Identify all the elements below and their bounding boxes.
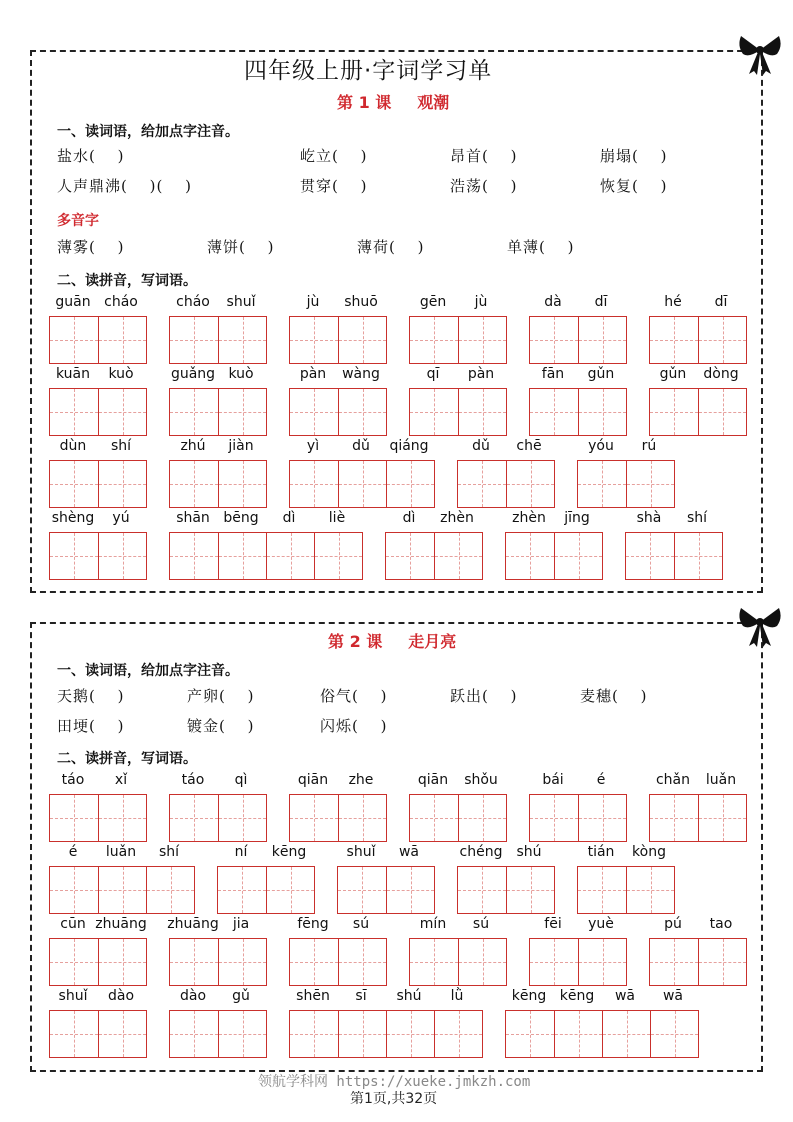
word-item: 浩荡( ) (450, 177, 518, 195)
writing-cell[interactable] (50, 939, 98, 985)
pinyin-syllable: shí (158, 844, 180, 860)
writing-grid[interactable] (169, 794, 267, 842)
writing-grid[interactable] (289, 794, 387, 842)
pinyin-syllable: dǔ (352, 438, 370, 454)
writing-cell[interactable] (338, 461, 386, 507)
word-item: 天鹅( ) (57, 687, 125, 705)
pinyin-syllable: fēi (544, 916, 562, 932)
writing-cell[interactable] (146, 867, 194, 913)
writing-grid[interactable] (49, 532, 147, 580)
writing-grid[interactable] (577, 460, 675, 508)
writing-cell[interactable] (50, 795, 98, 841)
writing-cell[interactable] (218, 867, 266, 913)
writing-cell[interactable] (98, 461, 146, 507)
word-item: 田埂( ) (57, 717, 125, 735)
writing-grid[interactable] (289, 316, 387, 364)
writing-cell[interactable] (602, 1011, 650, 1057)
section-heading: 二、读拼音，写词语。 (57, 273, 197, 289)
pinyin-syllable: shǒu (464, 772, 498, 788)
word-item: 薄雾( ) (57, 238, 125, 256)
pinyin-syllable: kuò (108, 366, 134, 382)
watermark: 领航学科网 https://xueke.jmkzh.com (258, 1074, 531, 1090)
section-heading: 二、读拼音，写词语。 (57, 751, 197, 767)
writing-cell[interactable] (218, 533, 266, 579)
writing-grid[interactable] (529, 388, 627, 436)
writing-grid[interactable] (457, 866, 555, 914)
pinyin-syllable: wā (398, 844, 420, 860)
writing-grid[interactable] (457, 460, 555, 508)
writing-cell[interactable] (698, 795, 746, 841)
pinyin-syllable: dì (402, 510, 416, 526)
pinyin-syllable: hé (664, 294, 682, 310)
writing-grid[interactable] (49, 388, 147, 436)
writing-grid[interactable] (529, 938, 627, 986)
writing-cell[interactable] (650, 795, 698, 841)
writing-cell[interactable] (506, 867, 554, 913)
word-item: 盐水( ) (57, 147, 125, 165)
writing-grid[interactable] (49, 866, 195, 914)
pinyin-syllable: shú (396, 988, 422, 1004)
writing-cell[interactable] (98, 317, 146, 363)
writing-cell[interactable] (266, 533, 314, 579)
writing-cell[interactable] (458, 795, 506, 841)
writing-cell[interactable] (578, 389, 626, 435)
pinyin-syllable: yú (112, 510, 130, 526)
writing-cell[interactable] (98, 389, 146, 435)
writing-grid[interactable] (385, 532, 483, 580)
writing-cell[interactable] (386, 461, 434, 507)
writing-cell[interactable] (290, 317, 338, 363)
pinyin-syllable: kuān (55, 366, 90, 382)
lesson-number: 第 1 课 (337, 93, 392, 112)
writing-cell[interactable] (290, 461, 338, 507)
pinyin-syllable: wàng (342, 366, 380, 382)
pinyin-syllable: chǎn (655, 772, 691, 788)
writing-cell[interactable] (218, 389, 266, 435)
pinyin-syllable: pú (664, 916, 682, 932)
writing-grid[interactable] (169, 532, 363, 580)
pinyin-syllable: yóu (588, 438, 614, 454)
writing-cell[interactable] (698, 317, 746, 363)
writing-cell[interactable] (434, 533, 482, 579)
pinyin-syllable: dào (179, 988, 207, 1004)
pinyin-syllable: qiān (417, 772, 449, 788)
writing-grid[interactable] (49, 938, 147, 986)
writing-cell[interactable] (650, 1011, 698, 1057)
writing-cell[interactable] (410, 317, 458, 363)
pinyin-syllable: cháo (104, 294, 138, 310)
pinyin-syllable: shí (686, 510, 708, 526)
pinyin-syllable: shēn (296, 988, 330, 1004)
pinyin-syllable: shuǐ (226, 294, 256, 310)
pinyin-syllable: sī (355, 988, 367, 1004)
writing-cell[interactable] (386, 533, 434, 579)
pinyin-syllable: fān (541, 366, 565, 382)
writing-grid[interactable] (649, 388, 747, 436)
writing-cell[interactable] (554, 1011, 602, 1057)
writing-cell[interactable] (338, 389, 386, 435)
writing-cell[interactable] (578, 939, 626, 985)
writing-grid[interactable] (529, 316, 627, 364)
writing-grid[interactable] (49, 460, 147, 508)
word-item: 恢复( ) (600, 177, 668, 195)
writing-cell[interactable] (698, 389, 746, 435)
writing-grid[interactable] (409, 794, 507, 842)
writing-cell[interactable] (290, 389, 338, 435)
word-item: 昂首( ) (450, 147, 518, 165)
writing-cell[interactable] (458, 867, 506, 913)
writing-cell[interactable] (338, 317, 386, 363)
writing-grid[interactable] (169, 460, 267, 508)
pinyin-syllable: qī (426, 366, 440, 382)
pinyin-syllable: shà (636, 510, 662, 526)
writing-cell[interactable] (50, 533, 98, 579)
word-item: 麦穗( ) (580, 687, 648, 705)
writing-cell[interactable] (50, 389, 98, 435)
pinyin-syllable: wā (614, 988, 636, 1004)
pinyin-syllable: jù (306, 294, 320, 310)
writing-cell[interactable] (578, 461, 626, 507)
pinyin-syllable: shuō (344, 294, 378, 310)
writing-cell[interactable] (50, 317, 98, 363)
pinyin-syllable: é (68, 844, 78, 860)
writing-grid[interactable] (409, 938, 507, 986)
writing-grid[interactable] (169, 1010, 267, 1058)
pinyin-syllable: dǔ (472, 438, 490, 454)
writing-grid[interactable] (217, 866, 315, 914)
writing-cell[interactable] (218, 1011, 266, 1057)
writing-cell[interactable] (98, 1011, 146, 1057)
pinyin-syllable: kēng (271, 844, 307, 860)
writing-cell[interactable] (506, 533, 554, 579)
pinyin-syllable: zhèn (512, 510, 546, 526)
pinyin-syllable: lǜ (450, 988, 464, 1004)
writing-grid[interactable] (625, 532, 723, 580)
pinyin-syllable: kēng (559, 988, 595, 1004)
pinyin-syllable: zhú (180, 438, 206, 454)
writing-cell[interactable] (290, 1011, 338, 1057)
writing-cell[interactable] (98, 795, 146, 841)
writing-cell[interactable] (530, 795, 578, 841)
word-item: 俗气( ) (320, 687, 388, 705)
pinyin-syllable: é (596, 772, 606, 788)
pinyin-syllable: xǐ (114, 772, 128, 788)
writing-cell[interactable] (650, 317, 698, 363)
writing-cell[interactable] (530, 317, 578, 363)
writing-cell[interactable] (578, 867, 626, 913)
pinyin-syllable: dà (544, 294, 562, 310)
writing-cell[interactable] (458, 939, 506, 985)
writing-cell[interactable] (410, 795, 458, 841)
pinyin-syllable: kēng (511, 988, 547, 1004)
pinyin-syllable: zhèn (440, 510, 474, 526)
writing-cell[interactable] (266, 867, 314, 913)
writing-grid[interactable] (529, 794, 627, 842)
writing-cell[interactable] (290, 795, 338, 841)
pinyin-syllable: dào (107, 988, 135, 1004)
writing-cell[interactable] (170, 1011, 218, 1057)
pinyin-syllable: shuǐ (58, 988, 88, 1004)
pinyin-syllable: chéng (459, 844, 503, 860)
pinyin-syllable: fēng (297, 916, 329, 932)
writing-grid[interactable] (289, 1010, 483, 1058)
pinyin-syllable: shān (176, 510, 210, 526)
writing-cell[interactable] (50, 867, 98, 913)
pinyin-syllable: shú (516, 844, 542, 860)
writing-grid[interactable] (649, 794, 747, 842)
lesson-2-heading (328, 629, 456, 652)
pinyin-syllable: qì (234, 772, 248, 788)
writing-cell[interactable] (578, 317, 626, 363)
word-item: 镀金( ) (187, 717, 255, 735)
pinyin-syllable: rú (641, 438, 657, 454)
lesson-name: 走月亮 (408, 632, 457, 651)
writing-cell[interactable] (170, 939, 218, 985)
writing-cell[interactable] (218, 317, 266, 363)
writing-cell[interactable] (506, 461, 554, 507)
writing-cell[interactable] (338, 1011, 386, 1057)
lesson-1-heading (337, 90, 449, 113)
pinyin-syllable: shuǐ (346, 844, 376, 860)
writing-cell[interactable] (170, 461, 218, 507)
bow-icon (737, 604, 783, 648)
pinyin-syllable: gēn (419, 294, 447, 310)
writing-cell[interactable] (218, 795, 266, 841)
word-item: 人声鼎沸( )( ) (57, 177, 192, 195)
pinyin-syllable: cūn (60, 916, 86, 932)
pinyin-syllable: dī (714, 294, 728, 310)
bow-icon (737, 32, 783, 76)
writing-cell[interactable] (458, 317, 506, 363)
writing-cell[interactable] (338, 867, 386, 913)
pinyin-syllable: gǔn (587, 366, 615, 382)
pinyin-syllable: wā (662, 988, 684, 1004)
writing-cell[interactable] (554, 533, 602, 579)
writing-cell[interactable] (338, 939, 386, 985)
writing-grid[interactable] (337, 866, 435, 914)
writing-cell[interactable] (626, 533, 674, 579)
writing-cell[interactable] (506, 1011, 554, 1057)
writing-grid[interactable] (649, 316, 747, 364)
writing-grid[interactable] (649, 938, 747, 986)
writing-cell[interactable] (170, 317, 218, 363)
pinyin-syllable: ní (234, 844, 248, 860)
writing-cell[interactable] (698, 939, 746, 985)
word-item: 单薄( ) (507, 238, 575, 256)
pinyin-syllable: chē (516, 438, 542, 454)
lesson-name: 观潮 (417, 93, 450, 112)
word-item: 贯穿( ) (300, 177, 368, 195)
pinyin-syllable: dòng (703, 366, 739, 382)
writing-grid[interactable] (169, 938, 267, 986)
writing-cell[interactable] (650, 389, 698, 435)
pinyin-syllable: jiàn (228, 438, 254, 454)
writing-grid[interactable] (505, 532, 603, 580)
writing-grid[interactable] (289, 938, 387, 986)
writing-cell[interactable] (530, 389, 578, 435)
writing-cell[interactable] (458, 461, 506, 507)
writing-cell[interactable] (98, 939, 146, 985)
pinyin-syllable: sú (352, 916, 370, 932)
writing-grid[interactable] (409, 316, 507, 364)
writing-grid[interactable] (409, 388, 507, 436)
writing-grid[interactable] (49, 316, 147, 364)
writing-cell[interactable] (434, 1011, 482, 1057)
pinyin-syllable: jia (232, 916, 250, 932)
writing-cell[interactable] (290, 939, 338, 985)
writing-cell[interactable] (410, 389, 458, 435)
writing-cell[interactable] (626, 461, 674, 507)
writing-grid[interactable] (505, 1010, 699, 1058)
writing-cell[interactable] (530, 939, 578, 985)
pinyin-syllable: luǎn (105, 844, 137, 860)
word-item: 崩塌( ) (600, 147, 668, 165)
writing-grid[interactable] (289, 388, 387, 436)
pinyin-syllable: dùn (59, 438, 87, 454)
pinyin-syllable: táo (181, 772, 205, 788)
pinyin-syllable: tián (587, 844, 615, 860)
lesson-number: 第 2 课 (328, 632, 383, 651)
pinyin-syllable: zhe (348, 772, 374, 788)
writing-cell[interactable] (50, 461, 98, 507)
writing-grid[interactable] (169, 316, 267, 364)
pinyin-syllable: cháo (176, 294, 210, 310)
writing-cell[interactable] (458, 389, 506, 435)
writing-cell[interactable] (674, 533, 722, 579)
writing-cell[interactable] (314, 533, 362, 579)
writing-cell[interactable] (218, 939, 266, 985)
word-item: 薄荷( ) (357, 238, 425, 256)
word-item: 薄饼( ) (207, 238, 275, 256)
writing-grid[interactable] (289, 460, 435, 508)
pinyin-syllable: yì (306, 438, 320, 454)
writing-cell[interactable] (386, 867, 434, 913)
writing-cell[interactable] (170, 389, 218, 435)
word-item: 屹立( ) (300, 147, 368, 165)
pinyin-syllable: jīng (564, 510, 590, 526)
pinyin-syllable: shí (110, 438, 132, 454)
pinyin-syllable: zhuāng (95, 916, 147, 932)
pinyin-syllable: zhuāng (167, 916, 219, 932)
pinyin-syllable: qiáng (389, 438, 429, 454)
pinyin-syllable: qiān (297, 772, 329, 788)
pinyin-syllable: mín (419, 916, 447, 932)
pinyin-syllable: shèng (51, 510, 95, 526)
pinyin-syllable: bái (542, 772, 564, 788)
pinyin-syllable: táo (61, 772, 85, 788)
pinyin-syllable: dì (282, 510, 296, 526)
writing-cell[interactable] (410, 939, 458, 985)
pinyin-syllable: pàn (299, 366, 327, 382)
word-item: 产卵( ) (187, 687, 255, 705)
writing-cell[interactable] (170, 533, 218, 579)
polyphone-label: 多音字 (57, 213, 99, 229)
pinyin-syllable: guǎng (170, 366, 216, 382)
writing-cell[interactable] (170, 795, 218, 841)
writing-cell[interactable] (386, 1011, 434, 1057)
pinyin-syllable: luǎn (705, 772, 737, 788)
pinyin-syllable: sú (472, 916, 490, 932)
pinyin-syllable: gǔn (659, 366, 687, 382)
pinyin-syllable: guān (55, 294, 91, 310)
page-title: 四年级上册·字词学习单 (244, 58, 493, 84)
writing-cell[interactable] (50, 1011, 98, 1057)
section-heading: 一、读词语，给加点字注音。 (57, 124, 239, 140)
pinyin-syllable: dī (594, 294, 608, 310)
writing-grid[interactable] (169, 388, 267, 436)
writing-grid[interactable] (49, 794, 147, 842)
pinyin-syllable: gǔ (232, 988, 250, 1004)
pinyin-syllable: pàn (467, 366, 495, 382)
word-item: 闪烁( ) (320, 717, 388, 735)
writing-grid[interactable] (49, 1010, 147, 1058)
pinyin-syllable: liè (328, 510, 346, 526)
writing-cell[interactable] (218, 461, 266, 507)
writing-grid[interactable] (577, 866, 675, 914)
section-heading: 一、读词语，给加点字注音。 (57, 663, 239, 679)
writing-cell[interactable] (578, 795, 626, 841)
page-number: 第1页,共32页 (350, 1091, 438, 1107)
word-item: 跃出( ) (450, 687, 518, 705)
pinyin-syllable: jù (474, 294, 488, 310)
writing-cell[interactable] (98, 867, 146, 913)
pinyin-syllable: tao (709, 916, 733, 932)
pinyin-syllable: bēng (223, 510, 259, 526)
writing-cell[interactable] (338, 795, 386, 841)
pinyin-syllable: kuò (228, 366, 254, 382)
pinyin-syllable: kòng (632, 844, 666, 860)
writing-cell[interactable] (626, 867, 674, 913)
writing-cell[interactable] (98, 533, 146, 579)
pinyin-syllable: yuè (588, 916, 614, 932)
writing-cell[interactable] (650, 939, 698, 985)
